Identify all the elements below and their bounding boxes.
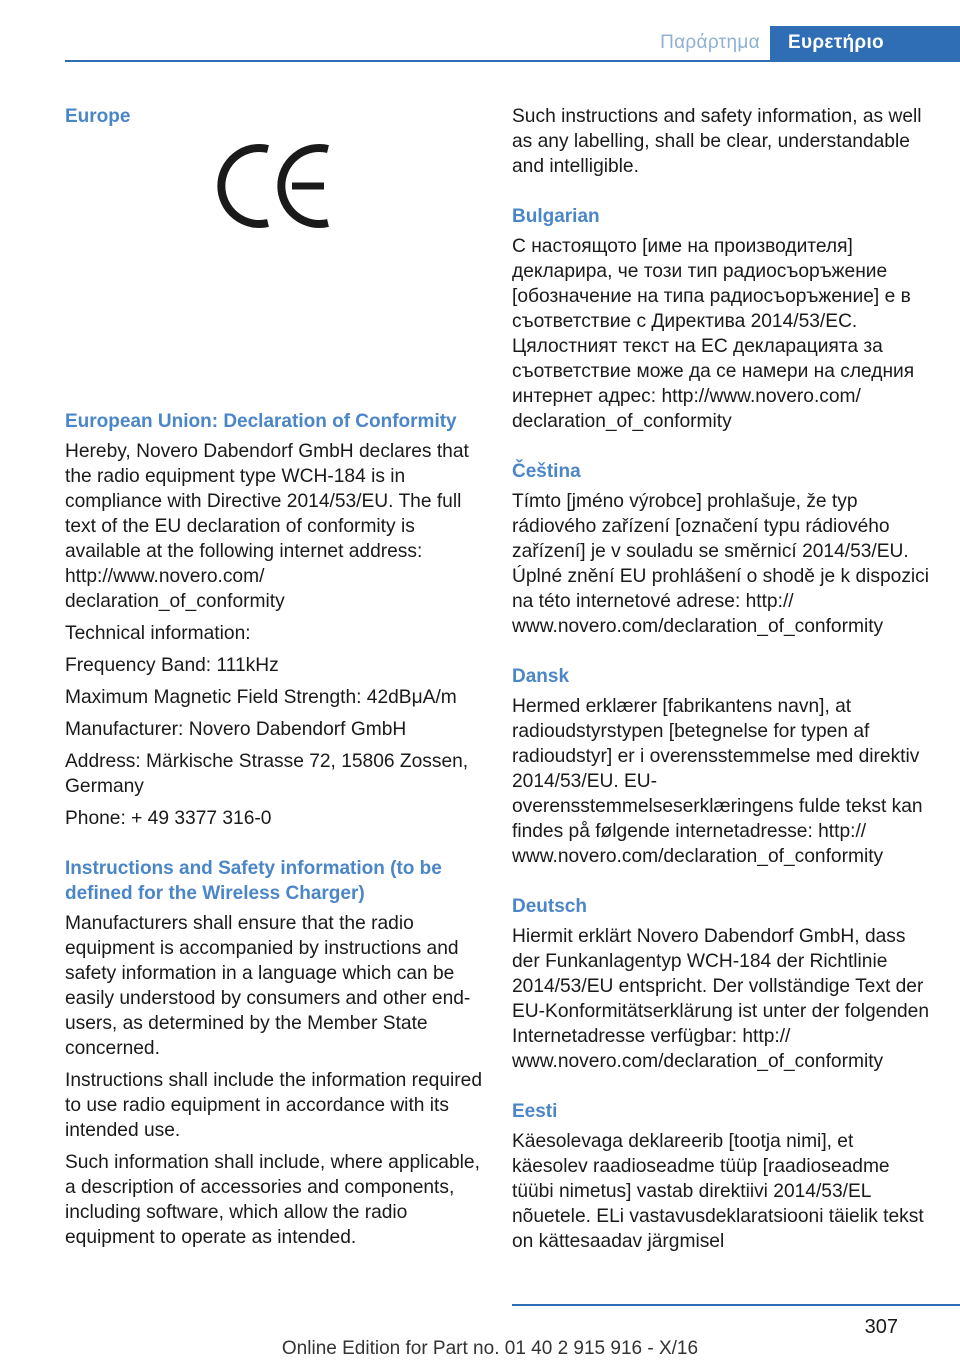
tab-index[interactable]: Ευρετήριο	[770, 26, 960, 60]
para-estonian: Käesolevaga deklareerib [tootja nimi], et käesolev raadioseadme tüüp [raadioseadme tüübi nimetus] vastab direktiivi 2014/53/EL nõuetele. ELi vastavusdeklaratsiooni täielik tekst on kättesaadav järgmisel	[512, 1131, 924, 1252]
footer-edition	[0, 1338, 960, 1360]
para-manufacturer: Manufacturer: Novero Dabendorf GmbH	[65, 719, 407, 740]
para-instructions-3: Such information shall include, where applicable, a description of accessories and components, including software, which allow the radio equipment to operate as intended.	[65, 1152, 480, 1248]
para-eu-declaration: Hereby, Novero Dabendorf GmbH declares that the radio equipment type WCH-184 is in compliance with Directive 2014/53/EU. The full text of the EU declaration of conformity is available at the following internet address: http://www.novero.com/ declaration_of_conformity	[65, 441, 469, 612]
footer-rule	[512, 1304, 960, 1306]
para-field-strength: Maximum Magnetic Field Strength: 42dBμA/m	[65, 687, 457, 708]
heading-bulgarian: Bulgarian	[512, 206, 600, 227]
para-czech: Tímto [jméno výrobce] prohlašuje, že typ rádiového zařízení [označení typu rádiového zařízení] je v souladu se směrnicí 2014/53/EU. Úplné znění EU prohlášení o shodě je k dispozici na této internetové adrese: http:// www.novero.com/declaration_of_conformity	[512, 491, 930, 637]
para-instructions-2: Instructions shall include the information required to use radio equipment in accordance with its intended use.	[65, 1070, 483, 1141]
para-technical-info: Technical information:	[65, 623, 251, 644]
footer-edition-text: Online Edition for Part no. 01 40 2 915 916 - X/16	[281, 1338, 699, 1359]
heading-german: Deutsch	[512, 896, 587, 917]
para-phone: Phone: + 49 3377 316-0	[65, 808, 272, 829]
header-rule	[65, 60, 960, 62]
para-address: Address: Märkische Strasse 72, 15806 Zossen, Germany	[65, 751, 469, 797]
para-bulgarian: С настоящото [име на производителя] декларира, че този тип радиосъоръжение [обозначение на типа радиосъоръжение] е в съответствие с Директива 2014/53/ЕС. Цялостният текст на ЕС декларацията за съответствие може да се намери на следния интернет адрес: http://www.novero.com/ declaration_of_conformity	[512, 236, 915, 432]
para-continued: Such instructions and safety information, as well as any labelling, shall be clear, understandable and intelligible.	[512, 106, 922, 177]
right-column	[512, 104, 932, 1261]
heading-eu-declaration: European Union: Declaration of Conformity	[65, 411, 457, 432]
para-instructions-1: Manufacturers shall ensure that the radio equipment is accompanied by instructions and safety information in a language which can be easily understood by consumers and other end-users, as determined by the Member State concerned.	[65, 913, 471, 1059]
heading-danish: Dansk	[512, 666, 570, 687]
header-tabs	[650, 26, 960, 60]
ce-mark-icon	[210, 141, 340, 231]
para-frequency: Frequency Band: 111kHz	[65, 655, 279, 676]
page-number: 307	[864, 1316, 898, 1338]
tab-appendix[interactable]: Παράρτημα	[660, 32, 760, 53]
heading-estonian: Eesti	[512, 1101, 558, 1122]
heading-instructions: Instructions and Safety information (to be defined for the Wireless Charger)	[65, 858, 442, 904]
left-column	[65, 104, 485, 1257]
para-danish: Hermed erklærer [fabrikantens navn], at radioudstyrstypen [betegnelse for typen af radioudstyr] er i overensstemmelse med direktiv 2014/53/EU. EU-overensstemmelseserklæringens fulde tekst kan findes på følgende internetadresse: http:// www.novero.com/declaration_of_conformity	[512, 696, 923, 867]
heading-europe: Europe	[65, 106, 131, 127]
heading-czech: Čeština	[512, 461, 581, 482]
ce-mark-logo	[65, 134, 485, 409]
para-german: Hiermit erklärt Novero Dabendorf GmbH, dass der Funkanlagentyp WCH-184 der Richtlinie 2014/53/EU entspricht. Der vollständige Text der EU-Konformitätserklärung ist unter der folgenden Internetadresse verfügbar: http:// www.novero.com/declaration_of_conformity	[512, 926, 930, 1072]
